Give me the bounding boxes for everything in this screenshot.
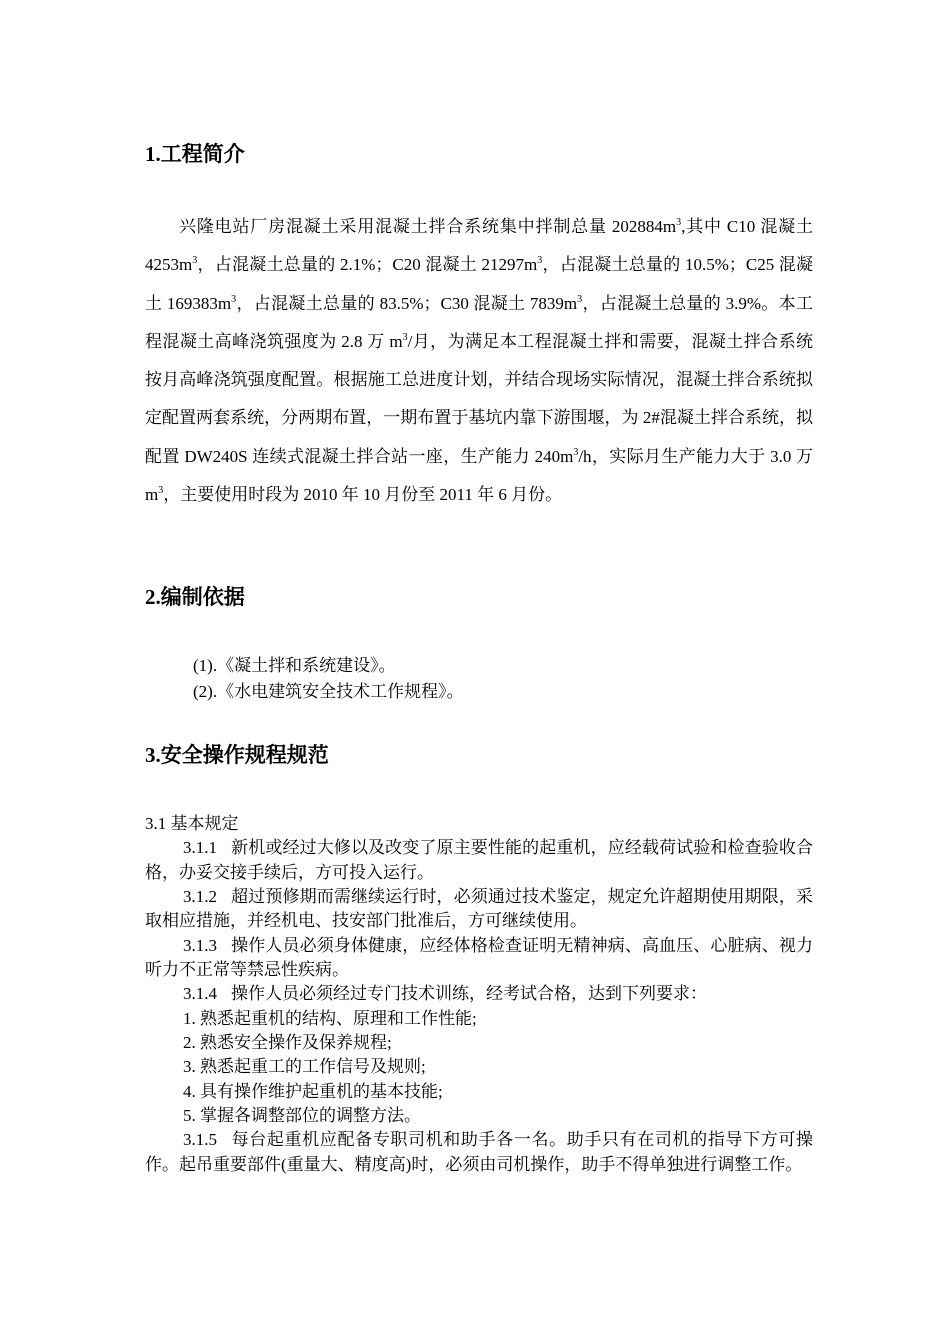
requirement-item: 5. 掌握各调整部位的调整方法。 xyxy=(183,1106,421,1126)
clause-text: 每台起重机应配备专职司机和助手各一名。助手只有在司机的指导下方可操作。起吊重要部件(重量大、精度高)时，必须由司机操作，助手不得单独进行调整工作。 xyxy=(145,1130,813,1174)
requirement-item: 3. 熟悉起重工的工作信号及规则; xyxy=(183,1057,426,1077)
section-2-heading: 2.编制依据 xyxy=(145,585,245,609)
clause-text: 操作人员必须经过专门技术训练，经考试合格，达到下列要求： xyxy=(231,984,707,1004)
clause-3-1-4 xyxy=(145,982,813,1006)
reference-item: (1).《凝土拌和系统建设》。 xyxy=(193,656,396,675)
reference-list xyxy=(193,653,464,705)
safety-rules-body xyxy=(145,812,813,1177)
clause-number: 3.1.1 xyxy=(183,838,217,858)
section-1-heading: 1.工程简介 xyxy=(145,142,245,166)
clause-3-1-5 xyxy=(145,1128,813,1177)
clause-text: 操作人员必须身体健康，应经体格检查证明无精神病、高血压、心脏病、视力听力不正常等禁忌性疾病。 xyxy=(145,935,813,980)
requirement-item: 2. 熟悉安全操作及保养规程; xyxy=(183,1033,392,1053)
clause-3-1-3 xyxy=(145,934,813,983)
clause-number: 3.1.2 xyxy=(183,887,217,907)
reference-item: (2).《水电建筑安全技术工作规程》。 xyxy=(193,682,464,701)
clause-3-1-2 xyxy=(145,885,813,934)
section-3-heading: 3.安全操作规程规范 xyxy=(145,743,329,767)
clause-text: 超过预修期而需继续运行时，必须通过技术鉴定，规定允许超期使用期限，采取相应措施，并经机电、技安部门批准后，方可继续使用。 xyxy=(145,887,813,931)
requirement-item: 4. 具有操作维护起重机的基本技能; xyxy=(183,1081,443,1101)
clause-number: 3.1.3 xyxy=(183,935,217,955)
requirement-item: 1. 熟悉起重机的结构、原理和工作性能; xyxy=(183,1008,477,1028)
clause-number: 3.1.4 xyxy=(183,984,217,1004)
project-overview-paragraph: 兴隆电站厂房混凝土采用混凝土拌合系统集中拌制总量 $202884m^3$,其中 C10 混凝土 $4253m^3$，占混凝土总量的 2.1%；C20 混凝土 $21297m^3$，占混凝土总量的 10.5%；C25 混凝土 $169383m^3$，占混凝土总量的 83.5%；C30 混凝土 $7839m^3$，占混凝土总量的 3.9%。本工程混凝土高峰浇筑强度为 2.8 万 $m^3/$月，为满足本工程混凝土拌和需要，混凝土拌合系统按月高峰浇筑强度配置。根据施工总进度计划，并结合现场实际情况，混凝土拌合系统拟定配置两套系统，分两期布置，一期布置于基坑内靠下游围堰，为 2#混凝土拌合系统，拟配置 DW240S 连续式混凝土拌合站一座，生产能力 $240m^3/h$，实际月生产能力大于 3.0 万 $m^3$，主要使用时段为 2010 年 10 月份至 2011 年 6 月份。 xyxy=(145,217,813,505)
clause-number: 3.1.5 xyxy=(183,1130,217,1150)
clause-3-1-1 xyxy=(145,836,813,885)
clause-text: 新机或经过大修以及改变了原主要性能的起重机，应经载荷试验和检查验收合格，办妥交接手续后，方可投入运行。 xyxy=(145,838,813,882)
subsection-heading: 3.1 基本规定 xyxy=(145,814,239,833)
